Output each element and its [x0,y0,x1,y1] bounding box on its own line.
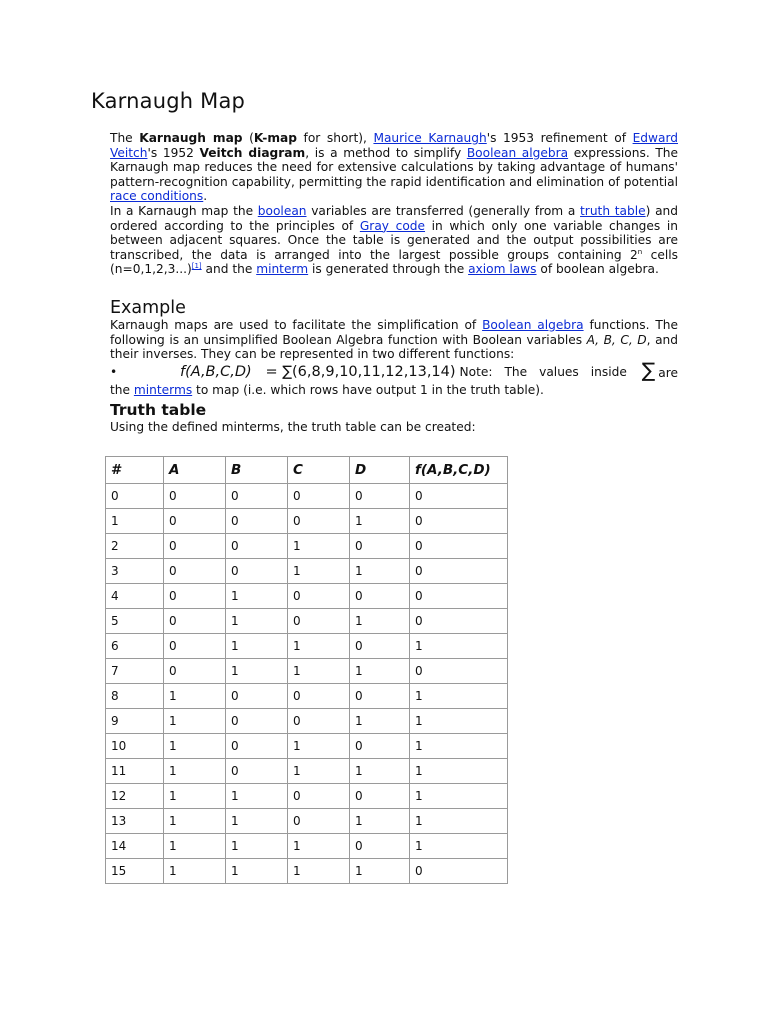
example-heading: Example [110,297,186,318]
table-cell: 12 [106,784,164,809]
formula-note: Note: The values inside ∑ are [459,357,678,382]
table-cell: 0 [106,484,164,509]
kmap-paragraph: In a Karnaugh map the boolean variables are transferred (generally from a truth table) and ordered according to the principles of Gray code in which only one variable changes in between adjacent squares. Once the table is generated and the output possibilities are transcribed, the data is arranged into the largest possible groups containing 2$^n$ cells (n=0,1,2,3...)[1] and the minterm is generated through the axiom laws of boolean algebra. [110,203,679,277]
table-header-row [106,457,508,484]
table-cell: 1 [288,734,350,759]
table-cell: 1 [226,809,288,834]
table-cell: 1 [288,759,350,784]
table-cell: 1 [164,859,226,884]
table-cell: 0 [226,684,288,709]
table-cell: 0 [410,859,508,884]
table-cell: 0 [226,559,288,584]
table-row [106,809,508,834]
table-cell: 0 [288,609,350,634]
formula: f(A,B,C,D) = ∑(6,8,9,10,11,12,13,14) [180,364,456,381]
table-cell: 2 [106,534,164,559]
link-minterm[interactable]: minterm [256,262,309,277]
table-cell: 1 [350,809,410,834]
table-cell: 1 [410,734,508,759]
link-race-conditions[interactable]: race conditions [110,189,204,204]
link-boolean[interactable]: boolean [257,203,307,218]
example-paragraph: Karnaugh maps are used to facilitate the simplification of Boolean algebra functions. The following is an unsimplified Boolean Algebra function with Boolean variables A, B, C, D, and their inverses. They can be represented in two different functions: [110,317,678,362]
truth-table-body [106,484,508,884]
table-cell: 1 [288,559,350,584]
table-row [106,609,508,634]
table-row [106,509,508,534]
table-cell: 4 [106,584,164,609]
table-cell: 0 [288,809,350,834]
table-cell: 1 [288,534,350,559]
table-cell: 0 [164,559,226,584]
table-cell: 0 [350,534,410,559]
table-cell: 1 [350,759,410,784]
table-cell: 0 [226,534,288,559]
table-cell: 0 [288,584,350,609]
table-cell: 1 [350,609,410,634]
link-boolean-algebra[interactable]: Boolean algebra [466,145,569,160]
column-header-b: B [226,457,288,484]
table-cell: 1 [164,784,226,809]
table-cell: 0 [288,709,350,734]
table-cell: 0 [164,634,226,659]
table-cell: 0 [164,484,226,509]
table-cell: 0 [226,484,288,509]
table-cell: 0 [410,659,508,684]
table-cell: 13 [106,809,164,834]
table-cell: 0 [226,509,288,534]
table-cell: 10 [106,734,164,759]
table-row [106,684,508,709]
table-cell: 11 [106,759,164,784]
table-cell: 0 [410,534,508,559]
table-cell: 6 [106,634,164,659]
table-cell: 0 [410,559,508,584]
table-cell: 0 [350,734,410,759]
table-row [106,559,508,584]
table-cell: 1 [288,659,350,684]
table-cell: 1 [226,634,288,659]
table-cell: 0 [410,609,508,634]
truth-table [105,456,508,884]
article-body [110,131,678,435]
table-row [106,784,508,809]
table-cell: 1 [164,834,226,859]
table-cell: 1 [164,684,226,709]
table-cell: 9 [106,709,164,734]
table-cell: 1 [226,609,288,634]
link-minterms[interactable]: minterms [133,382,193,397]
table-cell: 0 [288,784,350,809]
table-cell: 3 [106,559,164,584]
table-cell: 1 [410,684,508,709]
table-cell: 1 [164,759,226,784]
link-edward-veitch[interactable]: Edward Veitch [110,131,678,160]
table-row [106,634,508,659]
table-cell: 1 [226,584,288,609]
table-cell: 0 [350,484,410,509]
table-row [106,859,508,884]
table-cell: 1 [288,834,350,859]
table-cell: 1 [350,509,410,534]
table-cell: 0 [410,509,508,534]
table-cell: 1 [350,709,410,734]
table-cell: 1 [164,734,226,759]
table-cell: 14 [106,834,164,859]
link-truth-table[interactable]: truth table [580,203,646,218]
link-gray-code[interactable]: Gray code [359,218,426,233]
table-cell: 1 [226,834,288,859]
formula-note-continuation: the minterms to map (i.e. which rows have output 1 in the truth table). [110,382,544,397]
table-row [106,534,508,559]
table-cell: 1 [410,759,508,784]
table-cell: 1 [106,509,164,534]
link-axiom-laws[interactable]: axiom laws [468,262,537,277]
table-cell: 0 [350,684,410,709]
truth-table-heading: Truth table [110,401,207,420]
table-cell: 5 [106,609,164,634]
table-cell: 1 [288,634,350,659]
table-cell: 0 [226,734,288,759]
truth-table-intro: Using the defined minterms, the truth table can be created: [110,420,476,435]
table-cell: 0 [226,759,288,784]
table-cell: 1 [350,859,410,884]
table-cell: 0 [164,609,226,634]
table-cell: 0 [164,659,226,684]
table-cell: 1 [410,809,508,834]
table-cell: 1 [288,859,350,884]
table-row [106,709,508,734]
table-row [106,834,508,859]
table-row [106,584,508,609]
table-cell: 1 [350,559,410,584]
table-cell: 1 [226,659,288,684]
column-header-a: A [164,457,226,484]
table-cell: 1 [164,709,226,734]
table-cell: 1 [410,634,508,659]
table-cell: 1 [410,709,508,734]
formula-line [110,357,678,383]
table-cell: 1 [226,859,288,884]
link-boolean-algebra-2[interactable]: Boolean algebra [482,317,584,332]
page-title: Karnaugh Map [91,89,246,113]
table-row [106,659,508,684]
table-cell: 1 [350,659,410,684]
table-cell: 0 [164,534,226,559]
table-cell: 15 [106,859,164,884]
column-header-c: C [288,457,350,484]
table-row [106,734,508,759]
table-cell: 0 [410,484,508,509]
table-cell: 1 [226,784,288,809]
intro-paragraph: The Karnaugh map (K-map for short), Maurice Karnaugh's 1953 refinement of Edward Veitch's 1952 Veitch diagram, is a method to simplify Boolean algebra expressions. The Karnaugh map reduces the need for extensive calculations by taking advantage of humans' pattern-recognition capability, permitting the rapid identification and elimination of potential race conditions. [110,131,679,204]
table-cell: 0 [350,784,410,809]
table-cell: 7 [106,659,164,684]
column-header-d: D [350,457,410,484]
table-cell: 1 [410,784,508,809]
table-cell: 1 [410,834,508,859]
table-cell: 0 [350,634,410,659]
column-header-function: f(A,B,C,D) [410,457,508,484]
column-header-index: # [106,457,164,484]
reference-link[interactable]: [1] [191,262,202,271]
table-cell: 0 [350,834,410,859]
table-cell: 8 [106,684,164,709]
table-cell: 0 [288,509,350,534]
table-cell: 0 [226,709,288,734]
table-cell: 0 [164,584,226,609]
table-cell: 1 [164,809,226,834]
sigma-symbol: ∑ [641,357,656,382]
table-row [106,484,508,509]
table-cell: 0 [410,584,508,609]
table-cell: 0 [288,484,350,509]
table-cell: 0 [288,684,350,709]
table-cell: 0 [164,509,226,534]
table-cell: 0 [350,584,410,609]
link-maurice-karnaugh[interactable]: Maurice Karnaugh [373,131,487,145]
table-row [106,759,508,784]
bullet: • [110,365,118,380]
